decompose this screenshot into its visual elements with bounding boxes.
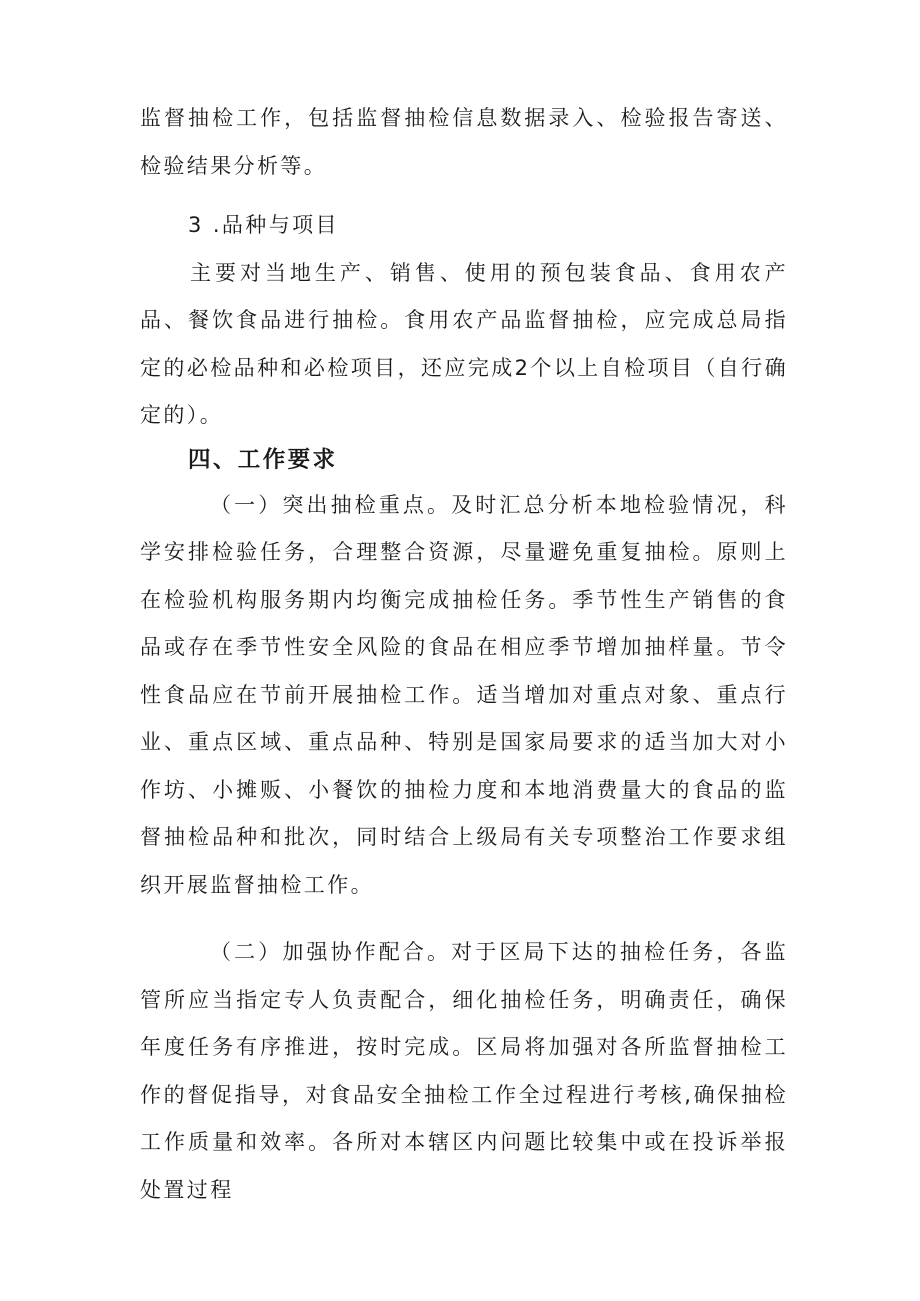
paragraph-sampling-work-continued: 监督抽检工作，包括监督抽检信息数据录入、检验报告寄送、检验结果分析等。 — [140, 106, 788, 178]
paragraph-highlight-key-points: （一）突出抽检重点。及时汇总分析本地检验情况，科学安排检验任务，合理整合资源，尽量避免重复抽检。原则上在检验机构服务期内均衡完成抽检任务。季节性生产销售的食品或存在季节性安全风险的食品在相应季节增加抽样量。节令性食品应在节前开展抽检工作。适当增加对重点对象、重点行业、重点区域、重点品种、特别是国家局要求的适当加大对小作坊、小摊贩、小餐饮的抽检力度和本地消费量大的食品的监督抽检品种和批次，同时结合上级局有关专项整治工作要求组织开展监督抽检工作。 — [140, 492, 788, 897]
paragraph-varieties-and-items: 主要对当地生产、销售、使用的预包装食品、食用农产品、餐饮食品进行抽检。食用农产品监督抽检，应完成总局指定的必检品种和必检项目，还应完成2个以上自检项目（自行确定的）。 — [140, 260, 788, 427]
subheading-varieties-and-items: 3 .品种与项目 — [188, 213, 339, 237]
section-heading-work-requirements: 四、工作要求 — [188, 446, 338, 473]
paragraph-strengthen-cooperation: （二）加强协作配合。对于区局下达的抽检任务，各监管所应当指定专人负责配合，细化抽检任务，明确责任，确保年度任务有序推进，按时完成。区局将加强对各所监督抽检工作的督促指导，对食品安全抽检工作全过程进行考核,确保抽检工作质量和效率。各所对本辖区内问题比较集中或在投诉举报处置过程 — [140, 940, 788, 1202]
document-body — [140, 95, 788, 1214]
